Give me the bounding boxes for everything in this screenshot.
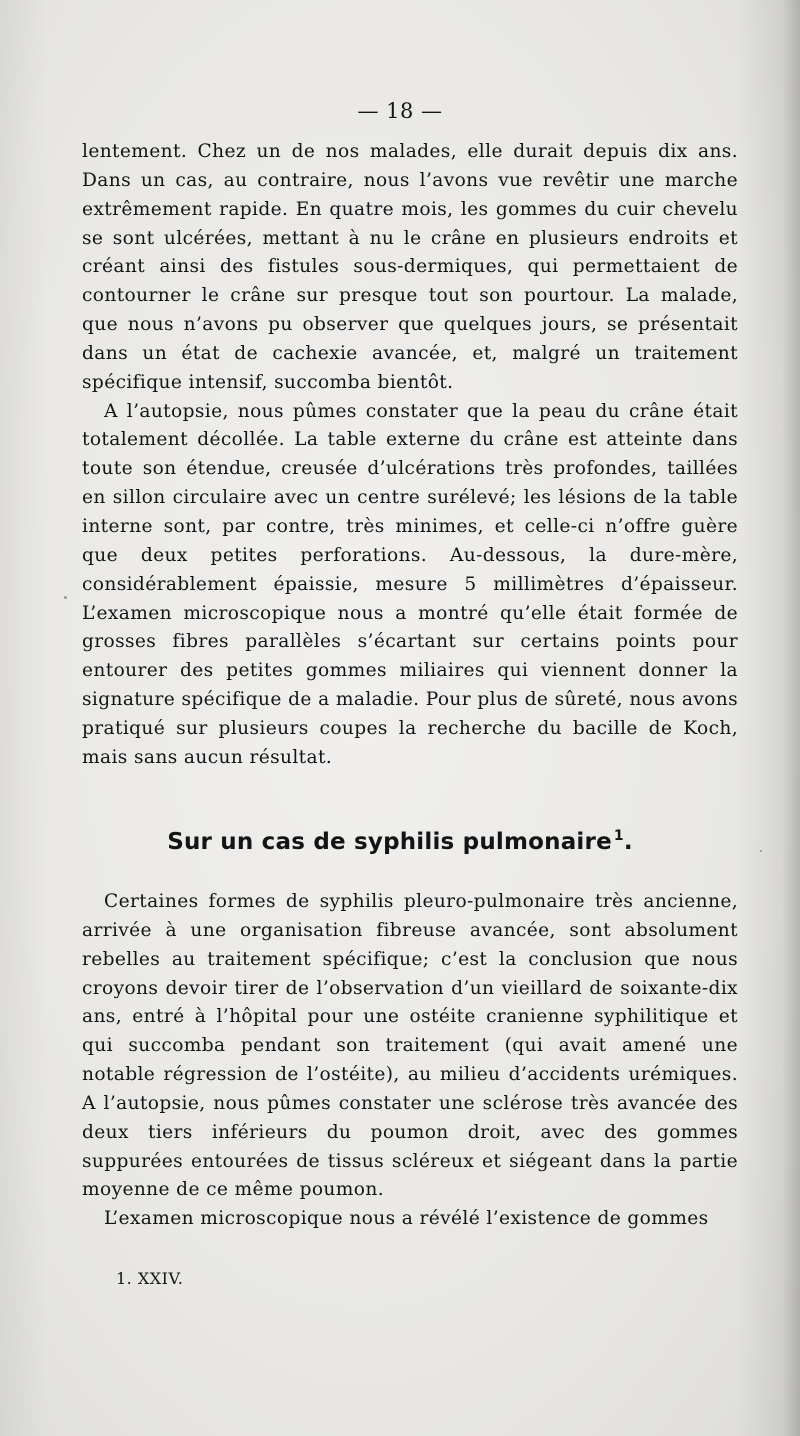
paper-speck: [760, 850, 762, 852]
paragraph-syphilis-forms: Certaines formes de syphilis pleuro-pulmonaire très ancienne, arrivée à une organisation fibreuse avancée, sont absolument rebelles au traitement spécifique; c’est la conclusion que nous croyons devoir tirer de l’observation d’un vieillard de soixante-dix ans, entré à l’hôpital pour une ostéite cranienne syphilitique et qui succomba pendant son traitement (qui avait amené une notable régression de l’ostéite), au milieu d’accidents urémiques. A l’autopsie, nous pûmes constater une sclérose très avancée des deux tiers inférieurs du poumon droit, avec des gommes suppurées entourées de tissus scléreux et siégeant dans la partie moyenne de ce même poumon.: [82, 891, 738, 1201]
section-heading-title: Sur un cas de syphilis pulmonaire: [167, 829, 612, 855]
footnote: 1. XXIV.: [116, 1269, 184, 1288]
paper-speck: [64, 596, 67, 599]
page-number: — 18 —: [357, 99, 443, 123]
paragraph-microscopic-exam: L’examen microscopique nous a révélé l’existence de gommes: [104, 1208, 709, 1230]
page-edge-shadow: [782, 0, 800, 1436]
paragraph-continuation: lentement. Chez un de nos malades, elle durait depuis dix ans. Dans un cas, au contraire, nous l’avons vue revêtir une marche extrêmement rapide. En quatre mois, les gommes du cuir chevelu se sont ulcérées, mettant à nu le crâne en plusieurs endroits et créant ainsi des fistules sous-dermiques, qui permettaient de contourner le crâne sur presque tout son pourtour. La malade, que nous n’avons pu observer que quelques jours, se présentait dans un état de cachexie avancée, et, malgré un traitement spécifique intensif, succomba bientôt.: [82, 141, 738, 393]
paragraph-autopsy: A l’autopsie, nous pûmes constater que la peau du crâne était totalement décollée. La table externe du crâne est atteinte dans toute son étendue, creusée d’ulcérations très profondes, taillées en sillon circulaire avec un centre surélevé; les lésions de la table interne sont, par contre, très minimes, et celle-ci n’offre guère que deux petites perforations. Au-dessous, la dure-mère, considérablement épaissie, mesure 5 millimètres d’épaisseur. L’examen microscopique nous a montré qu’elle était formée de grosses fibres parallèles s’écartant sur certains points pour entourer des petites gommes miliaires qui viennent donner la signature spécifique de a maladie. Pour plus de sûreté, nous avons pratiqué sur plusieurs coupes la recherche du bacille de Koch, mais sans aucun résultat.: [82, 400, 738, 768]
section-1-text: [82, 138, 738, 773]
section-heading: Sur un cas de syphilis pulmonaire $^1$.: [167, 828, 633, 855]
footnote-reference: 1: [613, 828, 624, 844]
section-2-text: [82, 888, 738, 1234]
